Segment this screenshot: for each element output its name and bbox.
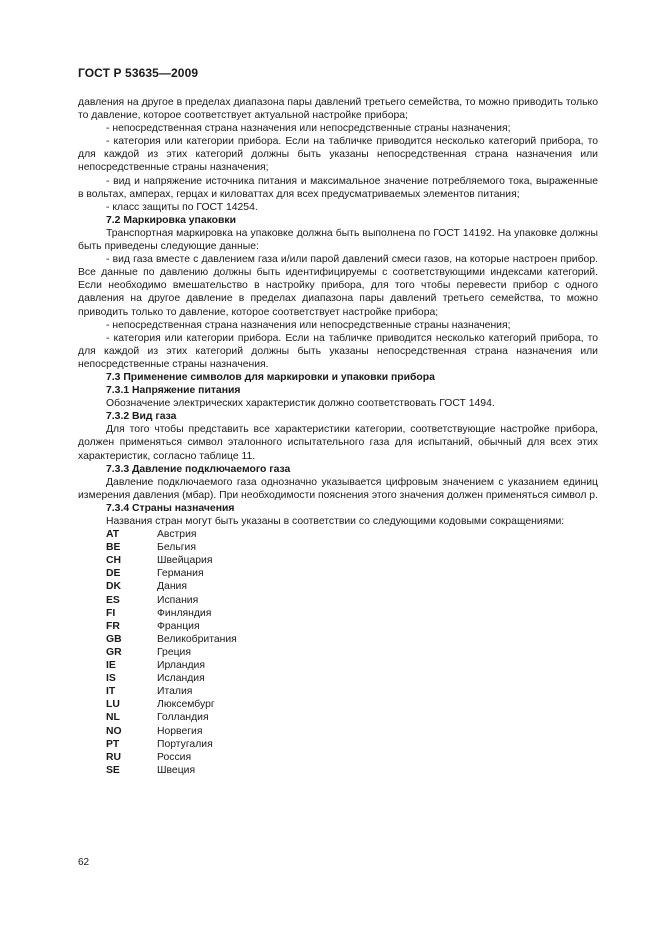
country-name: Португалия	[157, 738, 213, 750]
country-code: BE	[106, 542, 121, 554]
section-heading: 7.3.4 Страны назначения	[106, 502, 235, 514]
list-item: - вид и напряжение источника питания и максимальное значение потребляемого тока, выраженные в вольтах, амперах, герцах и киловаттах для всех предусматриваемых элементов питания;	[78, 175, 598, 200]
country-name: Финляндия	[157, 607, 212, 619]
country-name: Испания	[157, 594, 199, 606]
country-code-row	[106, 672, 598, 685]
paragraph: Обозначение электрических характеристик должно соответствовать ГОСТ 1494.	[106, 398, 495, 410]
country-name: Норвегия	[157, 725, 203, 737]
page-number: 62	[78, 857, 90, 868]
paragraph: Названия стран могут быть указаны в соответствии со следующими кодовыми сокращениями:	[106, 516, 565, 527]
country-code: PT	[106, 738, 120, 750]
country-name: Швейцария	[157, 555, 213, 567]
country-code-row	[106, 751, 598, 764]
country-code-row	[106, 528, 598, 541]
section-heading: 7.3.2 Вид газа	[106, 411, 177, 423]
country-code-row	[106, 659, 598, 672]
country-name: Франция	[157, 620, 200, 632]
country-name: Италия	[157, 686, 193, 698]
country-code-row	[106, 633, 598, 646]
country-name: Люксембург	[157, 699, 215, 711]
country-name: Россия	[157, 751, 192, 763]
list-item: - непосредственная страна назначения или непосредственные страны назначения;	[106, 123, 511, 135]
paragraph: Транспортная маркировка на упаковке должна быть выполнена по ГОСТ 14192. На упаковке должны быть приведены следующие данные:	[78, 227, 598, 253]
country-code: NO	[106, 725, 122, 737]
list-item: - непосредственная страна назначения или непосредственные страны назначения;	[106, 319, 511, 331]
country-code-row	[106, 554, 598, 567]
country-code: FR	[106, 620, 120, 632]
section-heading: 7.3.3 Давление подключаемого газа	[106, 463, 291, 475]
country-code: IS	[106, 673, 116, 685]
country-code-row	[106, 567, 598, 580]
country-name: Греция	[157, 646, 191, 658]
country-name: Австрия	[157, 529, 197, 541]
country-code-row	[106, 764, 598, 777]
country-code-row	[106, 698, 598, 711]
country-code: NL	[106, 712, 120, 724]
country-code: LU	[106, 699, 120, 711]
country-code-row	[106, 620, 598, 633]
country-name: Великобритания	[157, 633, 237, 645]
country-code-row	[106, 607, 598, 620]
country-code: IE	[106, 660, 116, 672]
country-code: SE	[106, 764, 120, 776]
paragraph: давления на другое в пределах диапазона пары давлений третьего семейства, то можно приводить только то давление, которое соответствует актуальной настройке прибора;	[78, 97, 598, 122]
country-code: CH	[106, 555, 122, 567]
country-code: RU	[106, 751, 122, 763]
country-code-list	[78, 528, 598, 777]
document-header: ГОСТ Р 53635—2009	[78, 66, 199, 80]
country-name: Дания	[157, 581, 187, 593]
country-name: Бельгия	[157, 542, 196, 554]
paragraph: Для того чтобы представить все характеристики категории, соответствующие настройке прибора, должен применяться символ эталонного испытательного газа для испытаний, обычный для всех этих характеристик, согласно таблице 11.	[78, 424, 598, 462]
country-code-row	[106, 738, 598, 751]
section-heading: 7.2 Маркировка упаковки	[106, 214, 236, 226]
country-code-row	[106, 594, 598, 607]
page-body	[78, 96, 598, 777]
country-code-row	[106, 725, 598, 738]
country-code: DK	[106, 581, 122, 593]
country-code: ES	[106, 594, 120, 606]
country-code: DE	[106, 568, 121, 580]
country-code: GB	[106, 633, 122, 645]
country-code: FI	[106, 607, 116, 619]
country-code: AT	[106, 529, 120, 541]
country-code-row	[106, 646, 598, 659]
section-heading: 7.3.1 Напряжение питания	[106, 385, 241, 397]
list-item: - категория или категории прибора. Если на табличке приводится несколько категорий прибора, то для каждой из этих категорий должны быть указаны непосредственная страна назначения или непосредственные страны назначения;	[78, 136, 598, 174]
paragraph: Давление подключаемого газа однозначно указывается цифровым значением с указанием единиц измерения давления (мбар). При необходимости пояснения этого значения должен применяться символ р.	[78, 476, 598, 501]
country-code: IT	[106, 686, 116, 698]
country-name: Голландия	[157, 712, 209, 724]
list-item: - вид газа вместе с давлением газа и/или парой давлений смеси газов, на которые настроен прибор. Все данные по давлению должны быть идентифицируемы с соответствующими индексами категорий. Если необходимо вмешательство в настройку прибора, для того чтобы перевести прибор с одного давления на другое давление в пределах диапазона пары давлений третьего семейства, то можно приводить только то давление, которое соответствует настройке прибора;	[78, 254, 598, 318]
country-name: Исландия	[157, 673, 205, 685]
list-item: - категория или категории прибора. Если на табличке приводится несколько категорий прибора, то для каждой из этих категорий должны быть указаны непосредственная страна назначения или непосредственные страны назначения.	[78, 332, 598, 370]
section-heading: 7.3 Применение символов для маркировки и упаковки прибора	[106, 371, 435, 383]
country-name: Ирландия	[157, 660, 205, 672]
country-code-row	[106, 685, 598, 698]
country-name: Швеция	[157, 764, 196, 776]
list-item: - класс защиты по ГОСТ 14254.	[106, 201, 258, 213]
country-name: Германия	[157, 568, 204, 580]
country-code: GR	[106, 646, 122, 658]
country-code-row	[106, 711, 598, 724]
country-code-row	[106, 580, 598, 593]
paragraphs	[78, 96, 598, 528]
country-code-row	[106, 541, 598, 554]
